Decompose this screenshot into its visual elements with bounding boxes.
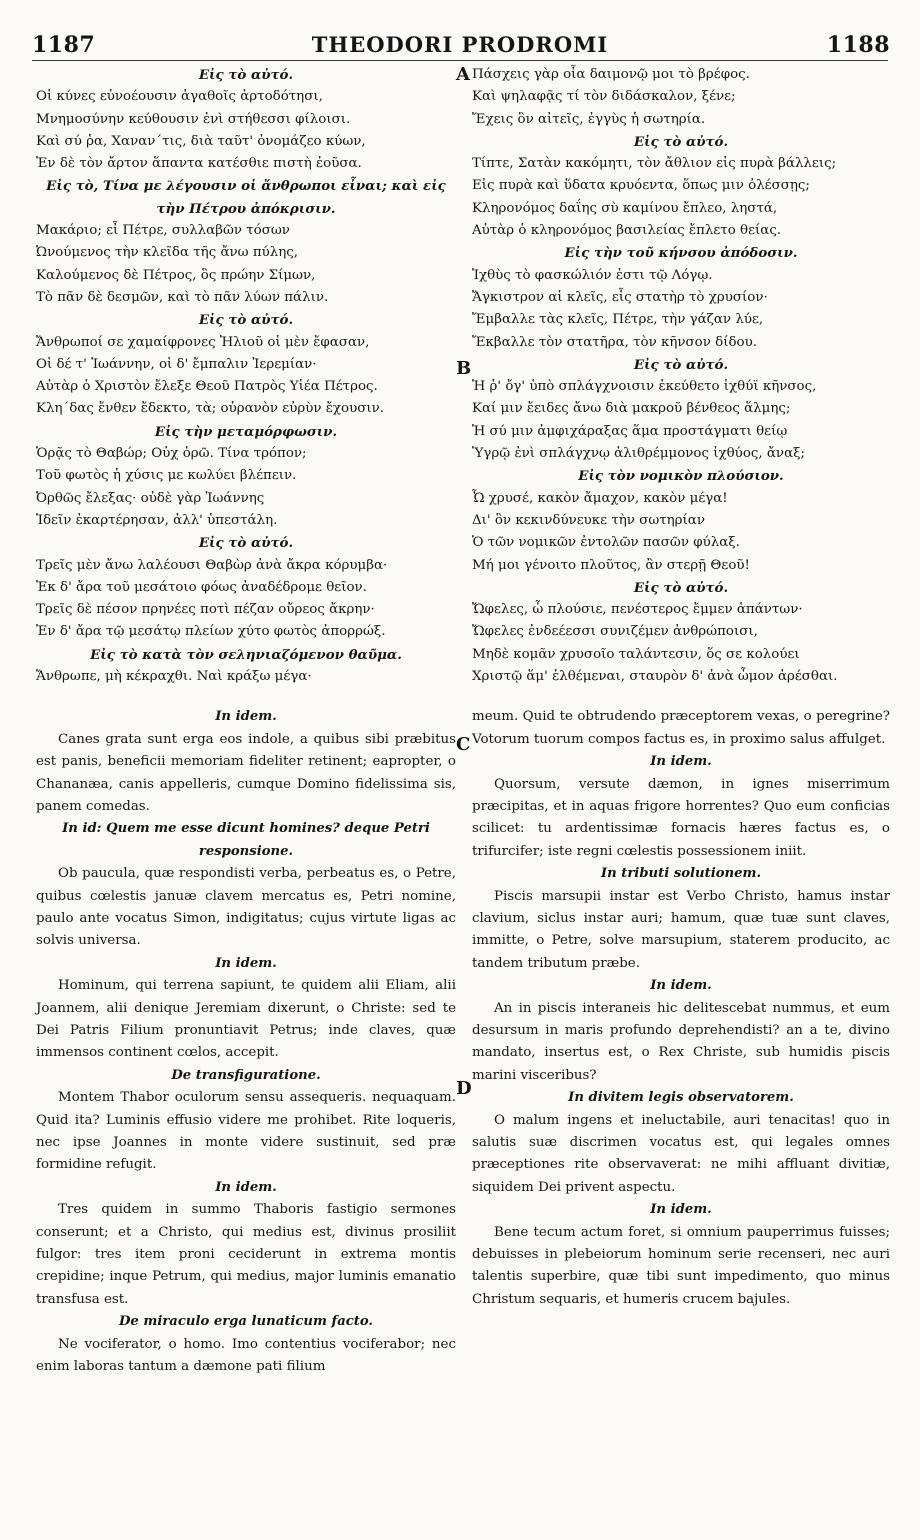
latin-heading: In tributi solutionem. xyxy=(600,866,762,882)
page-number-left: 1187 xyxy=(32,32,96,58)
header-rule xyxy=(32,60,888,61)
greek-verse-line: Εἰς πυρὰ καὶ ὕδατα κρυόεντα, ὅπως μιν ὀλέσσῃς; xyxy=(472,178,810,194)
margin-letter-c: C xyxy=(456,734,471,755)
greek-verse-line: Ἄνθρωποί σε χαμαίφρονες Ἠλιοῦ οἱ μὲν ἔφασαν, xyxy=(36,334,370,350)
right-column xyxy=(472,64,890,1311)
latin-paragraph: Ob paucula, quæ respondisti verba, perbeatus es, o Petre, quibus cœlestis januæ clavem mercatus es, Petri nomine, paulo ante vocatus Simon, indigitatus; cujus virtute ligas ac solvis universa. xyxy=(36,866,456,949)
greek-verse-line: Ἐκ δ' ἄρα τοῦ μεσάτοιο φόως ἀναδέδρομε θεῖον. xyxy=(36,579,367,595)
greek-verse-line: Ἔχεις ὃν αἰτεῖς, ἐγγὺς ἡ σωτηρία. xyxy=(472,111,706,127)
running-title: THEODORI PRODROMI xyxy=(311,32,609,57)
page-header xyxy=(0,0,920,62)
greek-verse-line: Ὑγρῷ ἐνὶ σπλάγχνῳ ἁλιθρέμμονος ἰχθύος, ἄναξ; xyxy=(472,446,806,462)
greek-verse-line: Δι' ὃν κεκινδύνευκε τὴν σωτηρίαν xyxy=(472,512,705,528)
latin-paragraph: Bene tecum actum foret, si omnium pauperrimus fuisses; debuisses in plebeiorum hominum serie recenseri, nec auri talentis superbire, quæ tibi sunt impedimento, quo minus Christum sequaris, et humeris crucem bajules. xyxy=(472,1224,890,1307)
greek-verse-line: Χριστῷ ἅμ' ἑλθέμεναι, σταυρὸν δ' ἀνὰ ὦμον ἀρέσθαι. xyxy=(472,669,838,685)
latin-paragraph: meum. Quid te obtrudendo præceptorem vexas, o peregrine? Votorum tuorum compos factus es, in proximo salus affulget. xyxy=(472,709,890,747)
latin-paragraph: O malum ingens et ineluctabile, auri tenacitas! quo in salutis suæ discrimen vocatus est, qui legales omnes præceptiones rite observaverat: ne mihi affluant divitiæ, siquidem Dei privent aspectu. xyxy=(472,1112,890,1195)
greek-verse-line: Μνημοσύνην κεύθουσιν ἐνὶ στήθεσσι φίλοισι. xyxy=(36,111,351,127)
margin-letter-d: D xyxy=(456,1078,472,1099)
greek-verse-line: Ὀρθῶς ἔλεξας· οὐδὲ γὰρ Ἰωάννης xyxy=(36,490,265,506)
greek-verse-line: Καλούμενος δὲ Πέτρος, ὃς πρώην Σίμων, xyxy=(36,267,316,283)
greek-verse-line: Ἔκβαλλε τὸν στατῆρα, τὸν κῆνσον δίδου. xyxy=(472,334,757,350)
greek-verse-line: Ὠνούμενος τὴν κλεῖδα τῆς ἄνω πύλης, xyxy=(36,245,299,261)
latin-heading: In idem. xyxy=(650,754,712,770)
greek-verse-line: Ὦ χρυσέ, κακὸν ἄμαχον, κακὸν μέγα! xyxy=(472,490,728,506)
latin-heading: In idem. xyxy=(650,1202,712,1218)
greek-heading: Εἰς τὴν μεταμόρφωσιν. xyxy=(154,423,338,440)
page-number-right: 1188 xyxy=(826,32,890,58)
greek-heading: Εἰς τὸ, Τίνα με λέγουσιν οἱ ἄνθρωποι εἶναι; καὶ εἰς τὴν Πέτρου ἀπόκρισιν. xyxy=(46,178,446,217)
greek-verse-line: Ἰδεῖν ἐκαρτέρησαν, ἀλλ' ὑπεστάλη. xyxy=(36,512,278,528)
greek-verse-line: Ἐν δ' ἄρα τῷ μεσάτῳ πλείων χύτο φωτὸς ἀπορρώξ. xyxy=(36,624,386,640)
greek-verse-line: Τὸ πᾶν δὲ δεσμῶν, καὶ τὸ πᾶν λύων πάλιν. xyxy=(36,289,329,305)
greek-verse-line: Ὁρᾷς τὸ Θαβώρ; Οὐχ ὁρῶ. Τίνα τρόπον; xyxy=(36,446,307,462)
greek-verse-line: Οἱ κύνες εὐνοέουσιν ἀγαθοῖς ἀρτοδότησι, xyxy=(36,89,323,105)
greek-verse-line: Αὐτὰρ ὁ κληρονόμος βασιλείας ἔπλετο θείας. xyxy=(472,223,782,239)
greek-verse-line: Τοῦ φωτὸς ἡ χύσις με κωλύει βλέπειν. xyxy=(36,468,297,484)
greek-verse-line: Πάσχεις γὰρ οἷα δαιμονῷ μοι τὸ βρέφος. xyxy=(472,67,750,82)
greek-verse-line: Καὶ ψηλαφᾷς τί τὸν διδάσκαλον, ξένε; xyxy=(472,89,736,105)
greek-verse-line: Μηδὲ κομᾶν χρυσοῖο ταλάντεσιν, ὅς σε κολούει xyxy=(472,646,800,662)
greek-verse-line: Τρεῖς δὲ πέσον πρηνέες ποτὶ πέζαν οὔρεος ἄκρην· xyxy=(36,602,375,618)
right-greek-text xyxy=(472,64,890,688)
greek-heading: Εἰς τὸ αὐτό. xyxy=(633,133,729,150)
greek-verse-line: Ἰχθὺς τὸ φασκώλιόν ἐστι τῷ Λόγῳ. xyxy=(472,267,713,283)
latin-heading: De miraculo erga lunaticum facto. xyxy=(118,1314,374,1330)
margin-letter-a: A xyxy=(456,64,470,85)
latin-paragraph: Tres quidem in summo Thaboris fastigio sermones conserunt; et a Christo, qui medius est, divinus prosiliit fulgor: tres item proni ceciderunt in extrema montis crepidine; inque Petrum, qui medius, major luminis emanatio transfusa est. xyxy=(36,1202,456,1307)
greek-verse-line: Κλη΄δας ἔνθεν ἔδεκτο, τὰ; οὐρανὸν εὐρὺν ἔχουσιν. xyxy=(36,401,385,417)
latin-heading: In idem. xyxy=(650,978,712,994)
greek-verse-line: Ὁ τῶν νομικῶν ἐντολῶν πασῶν φύλαξ. xyxy=(472,535,740,551)
greek-verse-line: Καὶ σύ ῥα, Χαναν΄τις, διὰ ταῦτ' ὀνομάζεο κύων, xyxy=(36,133,366,149)
greek-verse-line: Ἔμβαλλε τὰς κλεῖς, Πέτρε, τὴν γάζαν λύε, xyxy=(472,312,764,328)
greek-heading: Εἰς τὸ αὐτό. xyxy=(633,356,729,373)
latin-paragraph: Quorsum, versute dæmon, in ignes miserrimum præcipitas, et in aquas frigore horrentes? Quo eum conficias scilicet: tu ardentissimæ fornacis hæres factus es, o trifurcifer; iste regni cœlestis possessionem iniit. xyxy=(472,776,890,859)
greek-verse-line: Ὤφελες ἐνδεέεσσι συνιζέμεν ἀνθρώποισι, xyxy=(472,624,758,640)
greek-verse-line: Μακάριο; εἶ Πέτρε, συλλαβῶν τόσων xyxy=(36,223,290,239)
left-column xyxy=(36,64,456,1379)
left-latin-text xyxy=(36,706,456,1378)
greek-verse-line: Τίπτε, Σατὰν κακόμητι, τὸν ἄθλιον εἰς πυρὰ βάλλεις; xyxy=(472,156,837,172)
left-greek-text xyxy=(36,64,456,688)
latin-heading: In divitem legis observatorem. xyxy=(568,1090,794,1106)
latin-paragraph: Ne vociferator, o homo. Imo contentius vociferabor; nec enim laboras tantum a dæmone pati filium xyxy=(36,1336,456,1375)
latin-paragraph: Canes grata sunt erga eos indole, a quibus sibi præbitus est panis, beneficii memoriam fideliter retinent; eapropter, o Chananæa, canis appelleris, cumque Domino fidelissima sis, panem comedas. xyxy=(36,731,456,814)
greek-verse-line: Ἄνθρωπε, μὴ κέκραχθι. Ναὶ κράξω μέγα· xyxy=(36,669,312,685)
greek-heading: Εἰς τὸ αὐτό. xyxy=(198,312,294,329)
latin-heading: In idem. xyxy=(215,955,277,971)
greek-verse-line: Καί μιν ἔειδες ἄνω διὰ μακροῦ βένθεος ἅλμης; xyxy=(472,401,791,417)
greek-verse-line: Ἡ σύ μιν ἀμφιχάραξας ἅμα προστάγματι θείῳ xyxy=(472,423,788,439)
greek-verse-line: Ὤφελες, ὦ πλούσιε, πενέστερος ἔμμεν ἁπάντων· xyxy=(472,602,803,618)
greek-verse-line: Τρεῖς μὲν ἄνω λαλέουσι Θαβὼρ ἀνὰ ἄκρα κόρυμβα· xyxy=(36,557,388,573)
greek-verse-line: Κληρονόμος δαΐης σὺ καμίνου ἔπλεο, ληστά, xyxy=(472,200,778,216)
latin-heading: In id: Quem me esse dicunt homines? deque Petri responsione. xyxy=(62,821,430,859)
greek-heading: Εἰς τὸ κατὰ τὸν σεληνιαζόμενον θαῦμα. xyxy=(90,646,402,663)
latin-heading: In idem. xyxy=(215,709,277,725)
greek-heading: Εἰς τὴν τοῦ κήνσου ἀπόδοσιν. xyxy=(564,245,798,262)
latin-paragraph: Hominum, qui terrena sapiunt, te quidem alii Eliam, alii Joannem, alii denique Jeremiam dixerunt, o Christe: sed te Dei Patris Filium pronuntiavit Petrus; inde claves, quæ immensos continent cœlos, accepit. xyxy=(36,978,456,1061)
greek-heading: Εἰς τὸ αὐτό. xyxy=(198,67,294,83)
greek-verse-line: Μή μοι γένοιτο πλοῦτος, ἂν στερῇ Θεοῦ! xyxy=(472,557,750,573)
greek-verse-line: Ἄγκιστρον αἱ κλεῖς, εἷς στατὴρ τὸ χρυσίον· xyxy=(472,289,768,305)
latin-paragraph: Piscis marsupii instar est Verbo Christo, hamus instar clavium, siclus instar auri; hamum, quæ tuæ sunt claves, immitte, o Petre, solve marsupium, staterem producito, ac tandem tributum præbe. xyxy=(472,888,890,971)
latin-paragraph: An in piscis interaneis hic delitescebat nummus, et eum desursum in maris profundo deprehendisti? an a te, divino mandato, insertus est, o Rex Christe, sub humidis piscis marini visceribus? xyxy=(472,1000,890,1083)
greek-verse-line: Ἐν δὲ τὸν ἄρτον ἅπαντα κατέσθιε πιστὴ ἐοῦσα. xyxy=(36,156,362,172)
greek-verse-line: Ἡ ῥ' ὄγ' ὑπὸ σπλάγχνοισιν ἐκεύθετο ἰχθύϊ κῆνσος, xyxy=(472,379,817,395)
latin-paragraph: Montem Thabor oculorum sensu assequeris. nequaquam. Quid ita? Luminis effusio videre me prohibet. Rite loqueris, nec ipse Joannes in monte videre sustinuit, sed præ formidine refugit. xyxy=(36,1090,456,1173)
right-latin-text xyxy=(472,706,890,1311)
greek-heading: Εἰς τὸ αὐτό. xyxy=(633,579,729,596)
latin-heading: In idem. xyxy=(215,1179,277,1195)
greek-heading: Εἰς τὸν νομικὸν πλούσιον. xyxy=(578,468,784,485)
margin-letter-b: B xyxy=(456,358,472,379)
latin-heading: De transfiguratione. xyxy=(171,1067,321,1083)
greek-verse-line: Αὐτὰρ ὁ Χριστὸν ἔλεξε Θεοῦ Πατρὸς Υἱέα Πέτρος. xyxy=(36,379,378,395)
greek-heading: Εἰς τὸ αὐτό. xyxy=(198,535,294,552)
greek-verse-line: Οἱ δέ τ' Ἰωάννην, οἱ δ' ἔμπαλιν Ἰερεμίαν· xyxy=(36,356,317,372)
